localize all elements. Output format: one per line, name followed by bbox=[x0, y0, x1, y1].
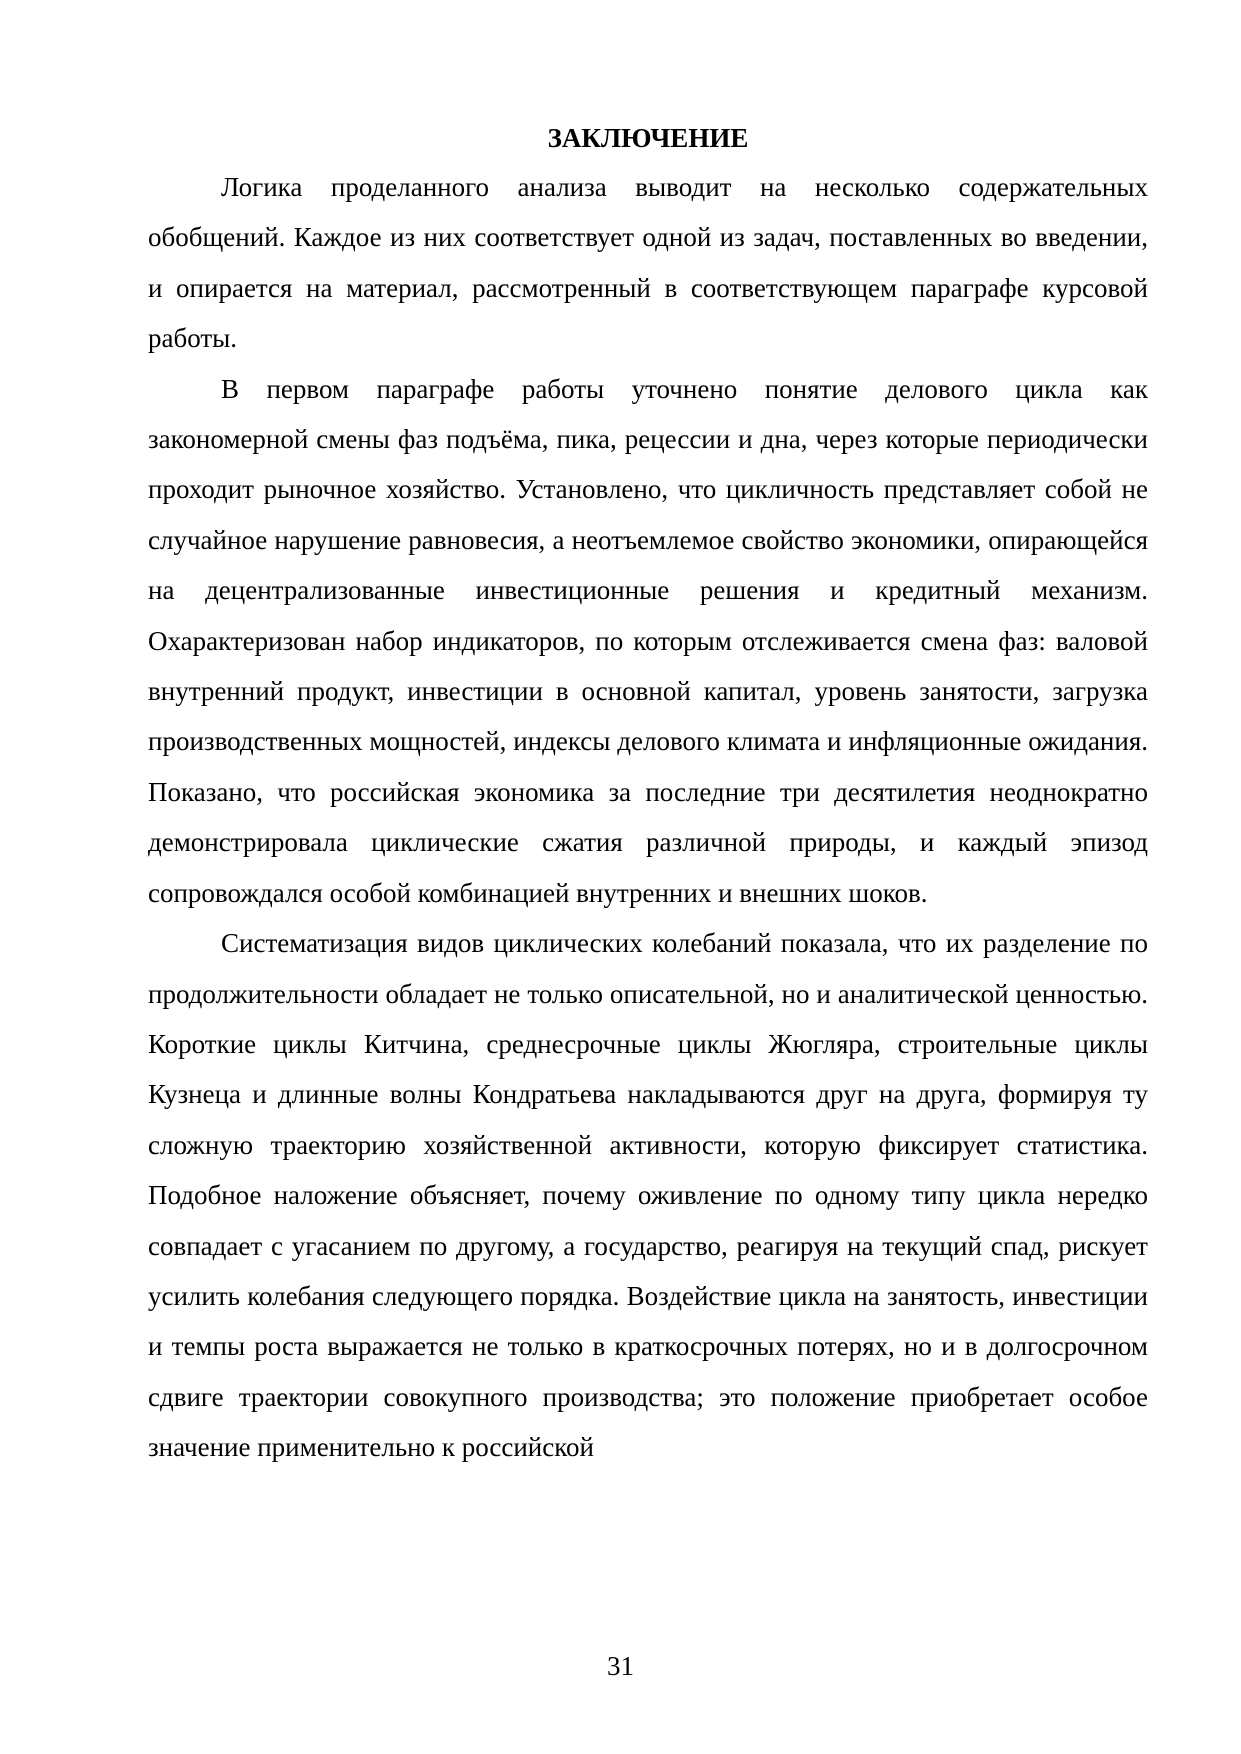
paragraph-3: Систематизация видов циклических колебаний показала, что их разделение по продолжительности обладает не только описательной, но и аналитической ценностью. Короткие циклы Китчина, среднесрочные циклы Жюгляра, строительные циклы Кузнеца и длинные волны Кондратьева накладываются друг на друга, формируя ту сложную траекторию хозяйственной активности, которую фиксирует статистика. Подобное наложение объясняет, почему оживление по одному типу цикла нередко совпадает с угасанием по другому, а государство, реагируя на текущий спад, рискует усилить колебания следующего порядка. Воздействие цикла на занятость, инвестиции и темпы роста выражается не только в краткосрочных потерях, но и в долгосрочном сдвиге траектории совокупного производства; это положение приобретает особое значение применительно к российской bbox=[148, 928, 1148, 1463]
paragraph-2: В первом параграфе работы уточнено понятие делового цикла как закономерной смены фаз подъёма, пика, рецессии и дна, через которые периодически проходит рыночное хозяйство. Установлено, что цикличность представляет собой не случайное нарушение равновесия, а неотъемлемое свойство экономики, опирающейся на децентрализованные инвестиционные решения и кредитный механизм. Охарактеризован набор индикаторов, по которым отслеживается смена фаз: валовой внутренний продукт, инвестиции в основной капитал, уровень занятости, загрузка производственных мощностей, индексы делового климата и инфляционные ожидания. Показано, что российская экономика за последние три десятилетия неоднократно демонстрировала циклические сжатия различной природы, и каждый эпизод сопровождался особой комбинацией внутренних и внешних шоков. bbox=[148, 373, 1148, 908]
section-heading: ЗАКЛЮЧЕНИЕ bbox=[547, 123, 749, 153]
page-content bbox=[148, 114, 1148, 1473]
page-number: 31 bbox=[607, 1651, 634, 1681]
paragraph-1: Логика проделанного анализа выводит на несколько содержательных обобщений. Каждое из них соответствует одной из задач, поставленных во введении, и опирается на материал, рассмотренный в соответствующем параграфе курсовой работы. bbox=[148, 172, 1148, 354]
